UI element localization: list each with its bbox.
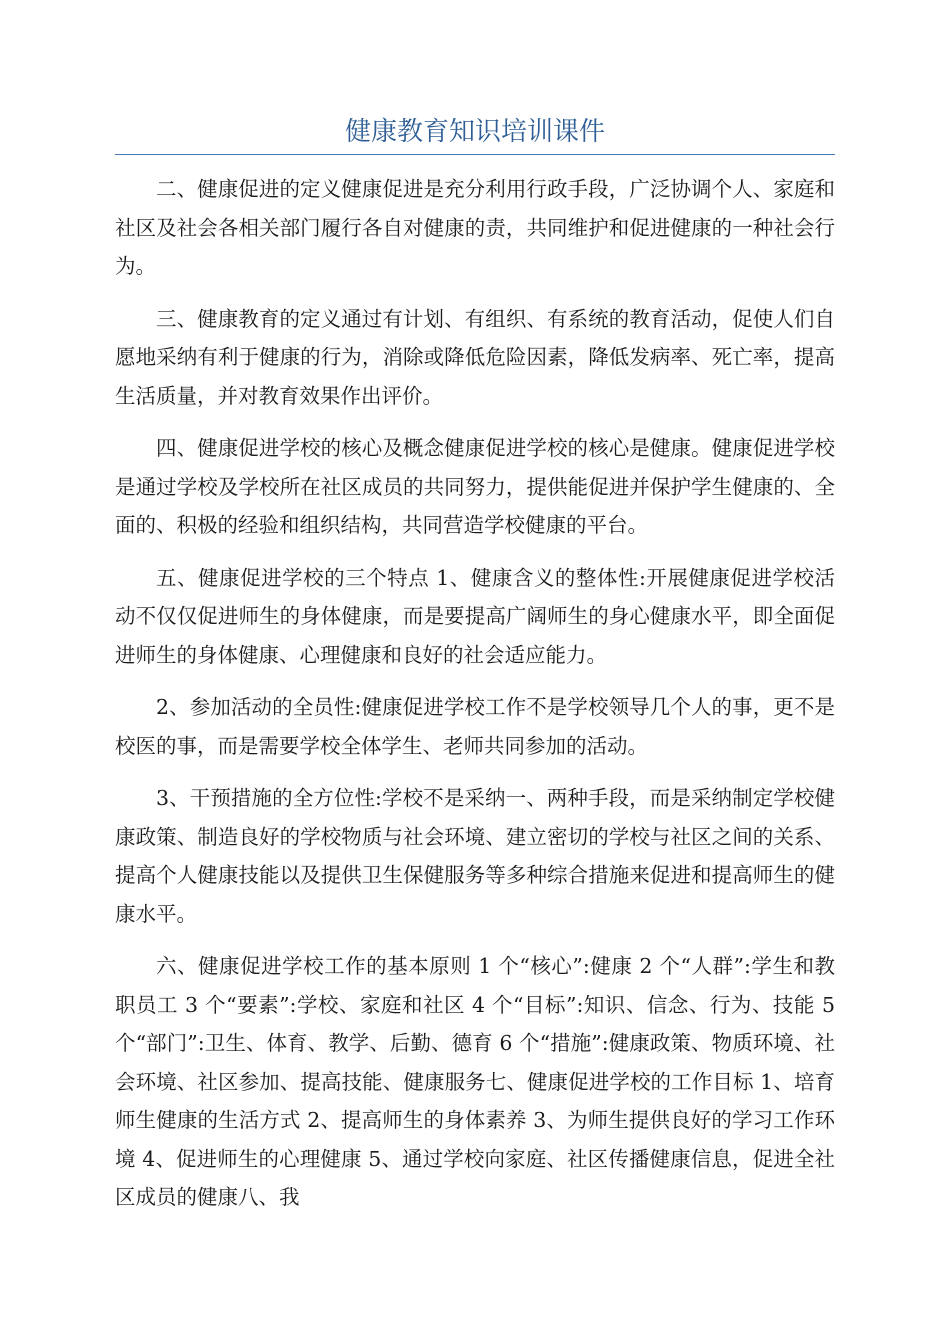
paragraph-school-core-concept: 四、健康促进学校的核心及概念健康促进学校的核心是健康。健康促进学校是通过学校及学校所在社区成员的共同努力，提供能促进并保护学生健康的、全面的、积极的经验和组织结构，共同营造学校健康的平台。 [115,436,835,537]
title-underline [115,154,835,155]
paragraph-definition-health-promotion: 二、健康促进的定义健康促进是充分利用行政手段，广泛协调个人、家庭和社区及社会各相关部门履行各自对健康的责，共同维护和促进健康的一种社会行为。 [115,177,835,278]
document-body [115,170,835,1231]
paragraph-basic-principles: 六、健康促进学校工作的基本原则 1 个“核心”:健康 2 个“人群”:学生和教职员工 3 个“要素”:学校、家庭和社区 4 个“目标”:知识、信念、行为、技能 5 个“部门”:卫生、体育、教学、后勤、德育 6 个“措施”:健康政策、物质环境、社会环境、社区参加、提高技能、健康服务七、健康促进学校的工作目标 1、培育师生健康的生活方式 2、提高师生的身体素养 3、为师生提供良好的学习工作环境 4、促进师生的心理健康 5、通过学校向家庭、社区传播健康信息，促进全社区成员的健康八、我 [115,954,835,1209]
paragraph-comprehensive-intervention: 3、干预措施的全方位性:学校不是采纳一、两种手段，而是采纳制定学校健康政策、制造良好的学校物质与社会环境、建立密切的学校与社区之间的关系、提高个人健康技能以及提供卫生保健服务等多种综合措施来促进和提高师生的健康水平。 [115,786,835,926]
document-title: 健康教育知识培训课件 [344,117,605,147]
paragraph-three-features: 五、健康促进学校的三个特点 1、健康含义的整体性:开展健康促进学校活动不仅仅促进师生的身体健康，而是要提高广阔师生的身心健康水平，即全面促进师生的身体健康、心理健康和良好的社会适应能力。 [115,565,835,667]
paragraph-full-participation: 2、参加活动的全员性:健康促进学校工作不是学校领导几个人的事，更不是校医的事，而是需要学校全体学生、老师共同参加的活动。 [115,695,835,758]
paragraph-definition-health-education: 三、健康教育的定义通过有计划、有组织、有系统的教育活动，促使人们自愿地采纳有利于健康的行为，消除或降低危险因素，降低发病率、死亡率，提高生活质量，并对教育效果作出评价。 [115,306,835,408]
